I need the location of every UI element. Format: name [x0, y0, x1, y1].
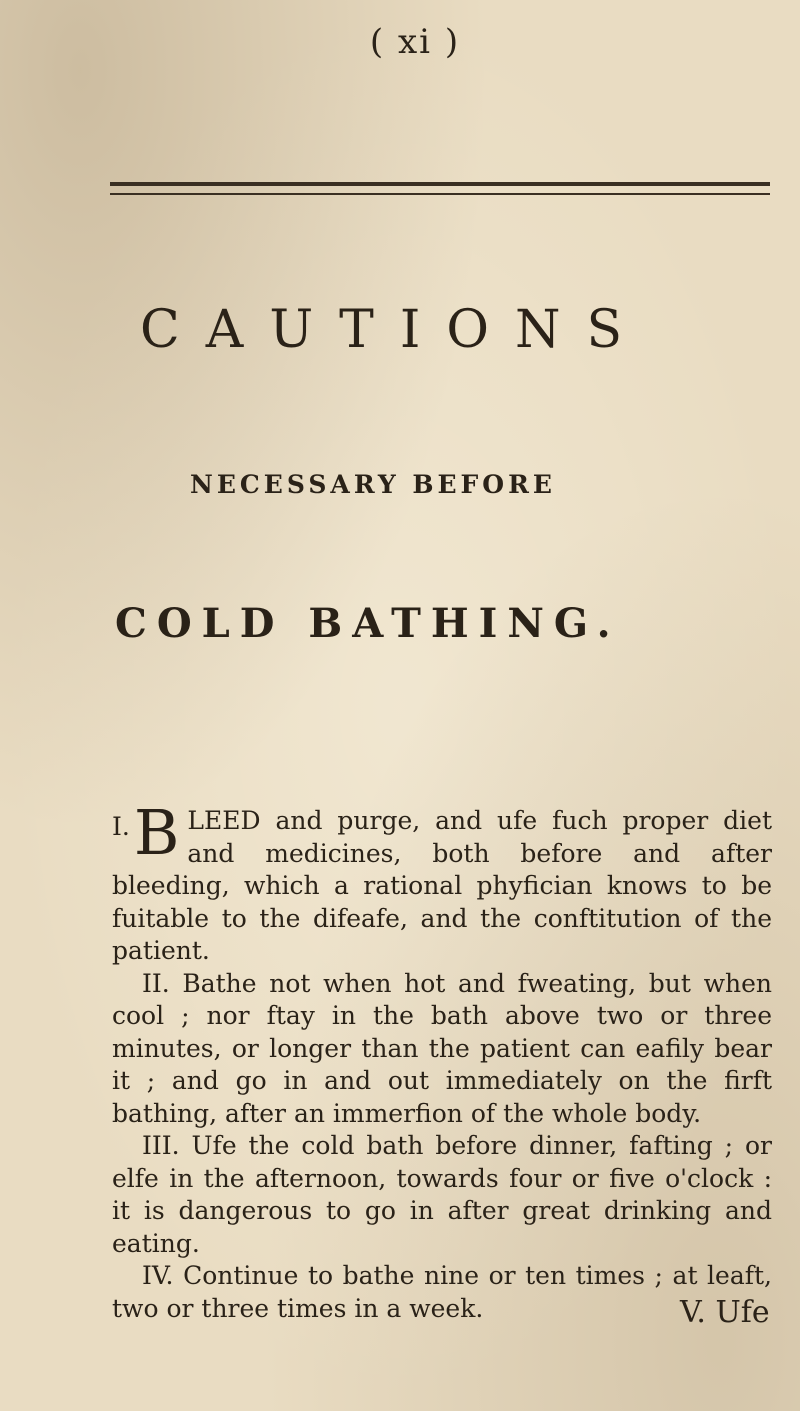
page-number: ( xi )	[369, 22, 461, 62]
paragraph-2: II. Bathe not when hot and fweating, but when cool ; nor ftay in the bath above two or three minutes, or longer than the patient can eafily bear it ; and go in and out immediately on the firft bathing, after an immerfion of the whole body.	[112, 968, 772, 1128]
paragraph-4: IV. Continue to bathe nine or ten times ; at leaft, two or three times in a week.	[112, 1261, 772, 1323]
body-text	[112, 796, 772, 1325]
title-cold-bathing: COLD BATHING.	[115, 600, 621, 647]
paragraph-1-text: LEED and purge, and ufe fuch proper diet and medicines, both before and after bleeding, which a rational phyfician knows to be fuitable to the difeafe, and the conftitution of the patient.	[112, 806, 772, 965]
title-cautions: CAUTIONS	[140, 300, 649, 360]
paragraph-1	[112, 796, 772, 968]
header-rule-thin	[110, 193, 770, 195]
header-rule-thick	[110, 182, 770, 186]
paragraph-3: III. Ufe the cold bath before dinner, fafting ; or elfe in the afternoon, towards four or five o'clock : it is dangerous to go in after great drinking and eating.	[112, 1131, 772, 1258]
paragraph-1-number: I.	[112, 812, 130, 841]
title-necessary-before: NECESSARY BEFORE	[190, 470, 556, 499]
catchword: V. Ufe	[680, 1295, 770, 1330]
drop-cap: B	[133, 796, 180, 869]
